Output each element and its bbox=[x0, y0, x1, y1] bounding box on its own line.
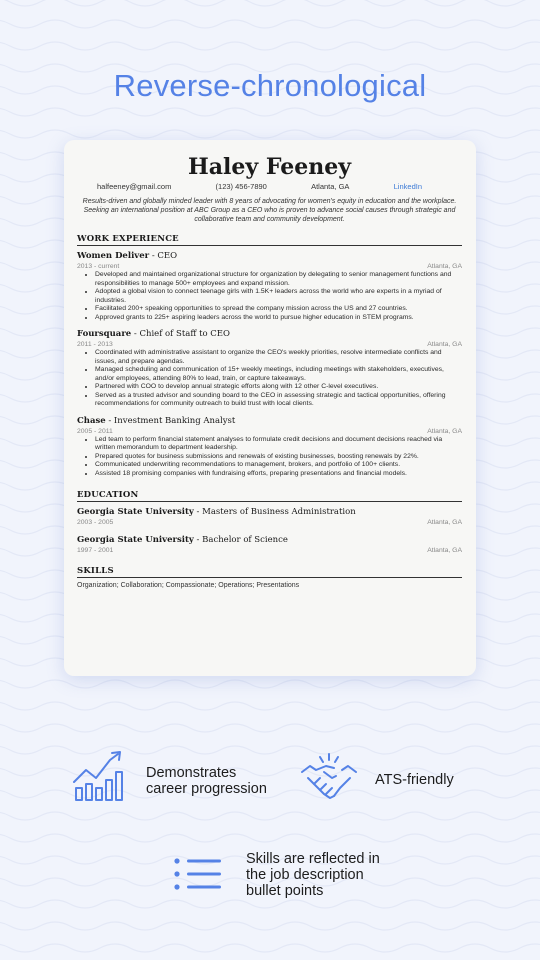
feature-ats-friendly bbox=[375, 772, 454, 788]
job-role: - Chief of Staff to CEO bbox=[131, 329, 230, 339]
job-bullet: • Adopted a global vision to connect teenage girls with 1.5K+ leaders across the world who are experts in a myriad of industries. bbox=[95, 288, 462, 305]
background-wave-line bbox=[0, 944, 540, 952]
education-entry bbox=[77, 535, 462, 554]
section-title-skills: SKILLS bbox=[77, 566, 462, 578]
feature-text-line: bullet points bbox=[246, 883, 324, 899]
job-entry bbox=[77, 416, 462, 479]
job-company: Chase bbox=[77, 415, 106, 426]
job-bullet: • Led team to perform financial statement analyses to formulate credit decisions and document decisions reached via written memorandum to department leadership. bbox=[95, 436, 462, 453]
job-location: Atlanta, GA bbox=[427, 263, 462, 270]
resume-summary: Results-driven and globally minded leader with 8 years of advocating for women's equity in education and the workplace. Seeking an international position at ABC Group as a CEO who is proven to advance social causes through strategic and collaborative team and community development. bbox=[82, 198, 457, 223]
feature-text-line: Skills are reflected in bbox=[246, 851, 380, 867]
background-wave-line bbox=[0, 702, 540, 710]
feature-text-line: Demonstrates bbox=[146, 765, 237, 781]
page-headline: Reverse-chronological bbox=[113, 68, 427, 103]
contact-phone: (123) 456-7890 bbox=[215, 182, 267, 191]
feature-career-progression bbox=[146, 765, 267, 797]
experience-list bbox=[77, 251, 462, 478]
background-wave-line bbox=[0, 812, 540, 820]
skills-text: Organization; Collaboration; Compassionate; Operations; Presentations bbox=[77, 582, 300, 589]
feature-text-line: the job description bbox=[246, 867, 364, 883]
job-role: - Investment Banking Analyst bbox=[105, 415, 236, 426]
education-heading bbox=[77, 507, 462, 517]
job-entry bbox=[77, 251, 462, 322]
education-school: Georgia State University bbox=[77, 507, 194, 517]
background-wave-line bbox=[0, 834, 540, 842]
background-wave-line bbox=[0, 108, 540, 116]
background-wave-line bbox=[0, 0, 540, 6]
education-school: Georgia State University bbox=[77, 535, 194, 545]
education-heading bbox=[77, 535, 462, 545]
background-wave-line bbox=[0, 724, 540, 732]
feature-text-line: career progression bbox=[146, 781, 267, 797]
education-meta bbox=[77, 547, 462, 554]
job-company: Foursquare bbox=[77, 329, 132, 339]
education-entry bbox=[77, 507, 462, 526]
job-bullets bbox=[77, 436, 462, 479]
section-title-education: EDUCATION bbox=[77, 490, 462, 502]
background-wave-line bbox=[0, 20, 540, 28]
background-wave-line bbox=[0, 900, 540, 908]
background-wave-line bbox=[0, 42, 540, 50]
job-location: Atlanta, GA bbox=[427, 427, 462, 435]
education-meta bbox=[77, 519, 462, 526]
job-bullet: • Prepared quotes for business submissions and renewals of existing businesses, boosting renewals by 22%. bbox=[95, 453, 462, 462]
job-entry bbox=[77, 329, 462, 409]
job-meta bbox=[77, 341, 462, 348]
job-bullet: • Coordinated with administrative assistant to organize the CEO's weekly priorities, resolve intermediate conflicts and issues, and prepare agendas. bbox=[95, 349, 462, 366]
education-degree: - Bachelor of Science bbox=[193, 535, 288, 545]
education-degree: - Masters of Business Administration bbox=[193, 507, 356, 517]
resume-name: Haley Feeney bbox=[187, 154, 352, 180]
handshake-icon bbox=[300, 752, 358, 802]
background-wave-line bbox=[0, 680, 540, 688]
job-location: Atlanta, GA bbox=[427, 341, 462, 348]
job-bullet: • Developed and maintained organizational structure for organization by delegating to senior management functions and responsibilities to manage 500+ employees and expand mission. bbox=[95, 271, 462, 288]
job-dates: 2005 - 2011 bbox=[77, 427, 113, 435]
background-wave-line bbox=[0, 922, 540, 930]
background-wave-line bbox=[0, 130, 540, 138]
education-location: Atlanta, GA bbox=[427, 547, 462, 554]
job-bullet: • Approved grants to 225+ aspiring leaders across the world to pursue higher education in STEM programs. bbox=[95, 314, 462, 323]
job-bullets bbox=[77, 349, 462, 409]
job-company: Women Deliver bbox=[77, 251, 150, 261]
resume-document bbox=[64, 140, 476, 676]
education-location: Atlanta, GA bbox=[427, 519, 462, 526]
job-meta bbox=[77, 428, 462, 435]
contact-location: Atlanta, GA bbox=[311, 182, 350, 191]
growth-chart-icon bbox=[72, 750, 126, 802]
job-bullet: • Facilitated 200+ speaking opportunities to spread the company mission across the US and 27 countries. bbox=[95, 305, 462, 314]
job-bullet: • Communicated underwriting recommendations to management, brokers, and portfolio of 100+ clients. bbox=[95, 461, 462, 470]
job-dates: 2011 - 2013 bbox=[77, 341, 113, 348]
education-list bbox=[77, 507, 462, 554]
job-bullet: • Managed scheduling and communication of 15+ weekly meetings, including meetings with stakeholders, executives, and/or employees, attending 80% to lead, train, or capture takeaways. bbox=[95, 366, 462, 383]
job-bullet: • Served as a trusted advisor and sounding board to the CEO in assessing strategic and tactical opportunities, offering recommendations for community outreach to build trust with local clients. bbox=[95, 392, 462, 409]
linkedin-link[interactable]: LinkedIn bbox=[393, 182, 422, 191]
job-role: - CEO bbox=[149, 251, 178, 261]
job-dates: 2013 - current bbox=[77, 263, 120, 270]
job-bullet: • Partnered with COO to develop annual strategic efforts along with 12 other C-level executives. bbox=[95, 383, 462, 392]
feature-skills-reflected bbox=[246, 851, 380, 899]
job-meta bbox=[77, 263, 462, 270]
education-dates: 1997 - 2001 bbox=[77, 547, 114, 554]
contact-line bbox=[77, 182, 462, 191]
section-title-experience: WORK EXPERIENCE bbox=[77, 234, 462, 246]
bullet-list-icon bbox=[172, 855, 224, 893]
feature-text-line: ATS-friendly bbox=[375, 772, 454, 788]
job-bullets bbox=[77, 271, 462, 322]
job-heading bbox=[77, 329, 462, 339]
job-heading bbox=[77, 251, 462, 261]
contact-email: halfeeney@gmail.com bbox=[97, 182, 172, 191]
job-heading bbox=[77, 416, 462, 426]
job-bullet: • Assisted 18 promising companies with fundraising efforts, preparing presentations and financial models. bbox=[95, 470, 462, 479]
education-dates: 2003 - 2005 bbox=[77, 519, 114, 526]
